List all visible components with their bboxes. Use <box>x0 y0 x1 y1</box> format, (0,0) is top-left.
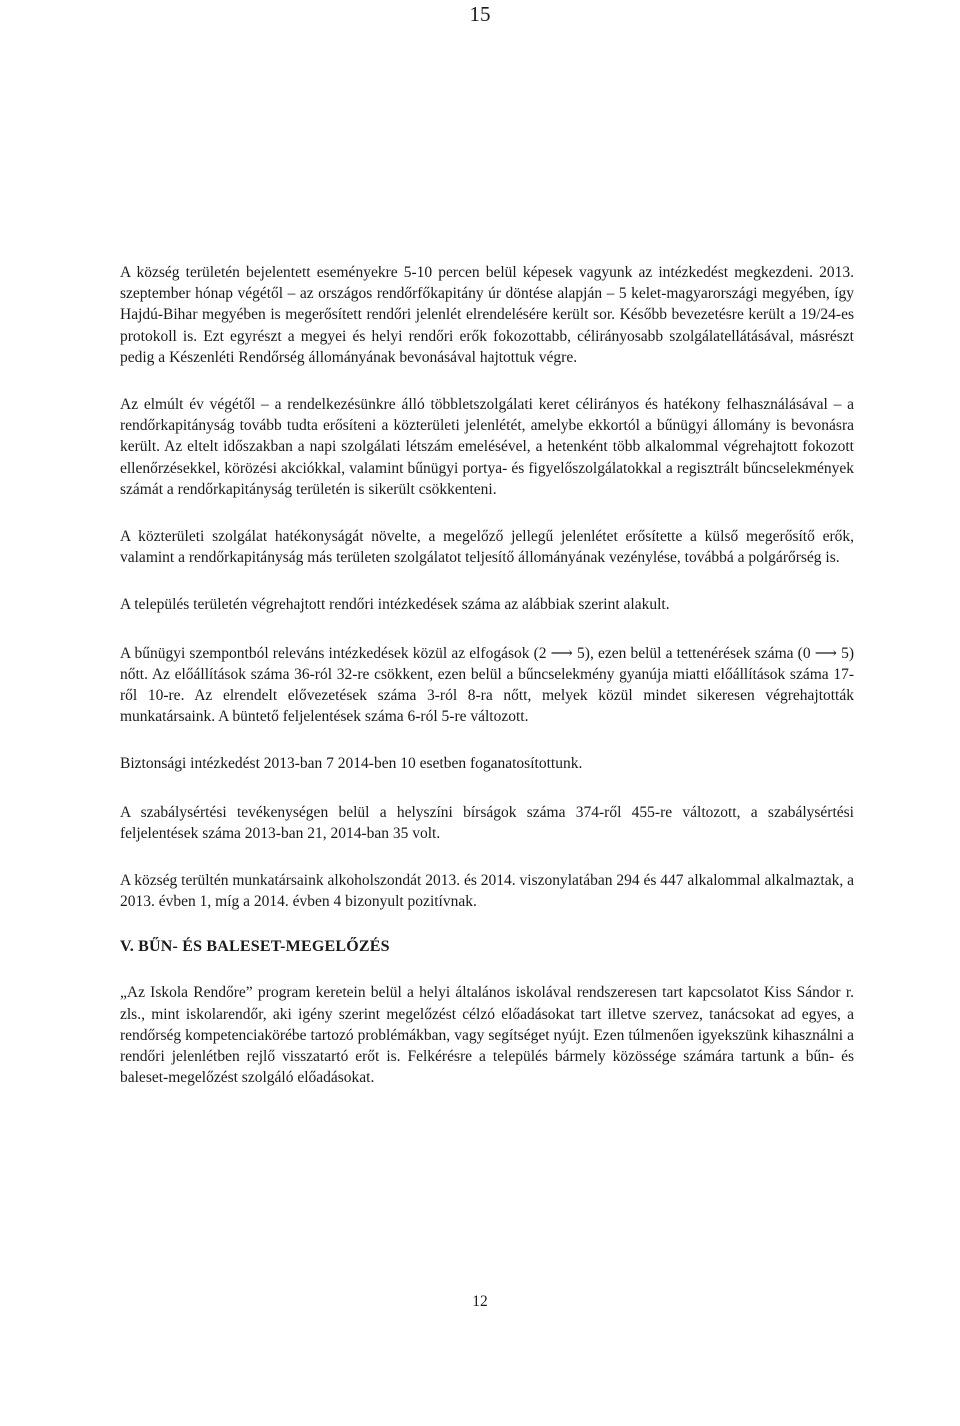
bottom-page-number: 12 <box>472 1293 488 1310</box>
top-page-number: 15 <box>469 2 491 26</box>
paragraph-response-time: A község területén bejelentett eseményekre 5-10 percen belül képesek vagyunk az intézkedést megkezdeni. 2013. szeptember hónap végétől – az országos rendőrfőkapitány úr döntése alapján – 5 kelet-magyarországi megyében, így Hajdú-Bihar megyében is megerősített rendőri jelenlét elrendelésére került sor. Később bevezetésre került a 19/24-es protokoll is. Ezt egyrészt a megyei és helyi rendőri erők fokozottabb, célirányosabb szolgálatellátásával, másrészt pedig a Készenléti Rendőrség állományának bevonásával hajtottuk végre. <box>120 264 854 366</box>
paragraph-service-efficiency: A közterületi szolgálat hatékonyságát növelte, a megelőző jellegű jelenlétet erősítette a külső megerősítő erők, valamint a rendőrkapitányság más területen szolgálatot teljesítő állományának vezénylése, továbbá a polgárőrség is. <box>120 528 854 567</box>
paragraph-public-presence: Az elmúlt év végétől – a rendelkezésünkre álló többletszolgálati keret célirányos és hatékony felhasználásával – a rendőrkapitányság tovább tudta erősíteni a közterületi jelenlétét, amelybe ekkortól a bűnügyi állomány is bevonásra került. Az eltelt időszakban a napi szolgálati létszám emelésével, a hetenként több alkalommal végrehajtott fokozott ellenőrzésekkel, körözési akciókkal, valamint bűnügyi portya- és figyelőszolgálatokkal a regisztrált bűncselekmények számát a rendőrkapitányság területén is sikerült csökkenteni. <box>120 396 854 498</box>
document-body <box>120 262 854 1114</box>
paragraph-school-police: „Az Iskola Rendőre” program keretein belül a helyi általános iskolával rendszeresen tart kapcsolatot Kiss Sándor r. zls., mint iskolarendőr, aki igény szerint megelőzést célzó előadásokat tart illetve szervez, tanácsokat ad egyes, a rendőrség kompetenciakörébe tartozó problémákban, vagy segítséget nyújt. Ezen túlmenően igyekszünk kihasználni a rendőri jelenlétben rejlő visszatartó erőt is. Felkérésre a település bármely közössége számára tartunk a bűn- és baleset-megelőzést szolgáló előadásokat. <box>120 984 854 1087</box>
paragraph-security-measures: Biztonsági intézkedést 2013-ban 7 2014-ben 10 esetben foganatosítottunk. <box>120 755 583 773</box>
paragraph-misdemeanor: A szabálysértési tevékenységen belül a helyszíni bírságok száma 374-ről 455-re változott, a szabálysértési feljelentések száma 2013-ban 21, 2014-ban 35 volt. <box>120 803 854 842</box>
paragraph-criminal-measures: A bűnügyi szempontból releváns intézkedések közül az elfogások (2 ⟶ 5), ezen belül a tettenérések száma (0 ⟶ 5) nőtt. Az előállítások száma 36-ról 32-re csökkent, ezen belül a bűncselekmény gyanúja miatti előállítások száma 17-ről 10-re. Az elrendelt elővezetések száma 3-ról 8-ra nőtt, melyek közül mindet sikeresen végrehajtották munkatársaink. A büntető feljelentések száma 6-ról 5-re változott. <box>120 644 854 726</box>
paragraph-measures-intro: A település területén végrehajtott rendőri intézkedések száma az alábbiak szerint alakult. <box>120 596 670 614</box>
section-heading: V. BŰN- ÉS BALESET-MEGELŐZÉS <box>120 938 390 956</box>
paragraph-alcohol-tests: A község terültén munkatársaink alkoholszondát 2013. és 2014. viszonylatában 294 és 447 alkalommal alkalmaztak, a 2013. évben 1, míg a 2014. évben 4 bizonyult pozitívnak. <box>120 872 854 911</box>
